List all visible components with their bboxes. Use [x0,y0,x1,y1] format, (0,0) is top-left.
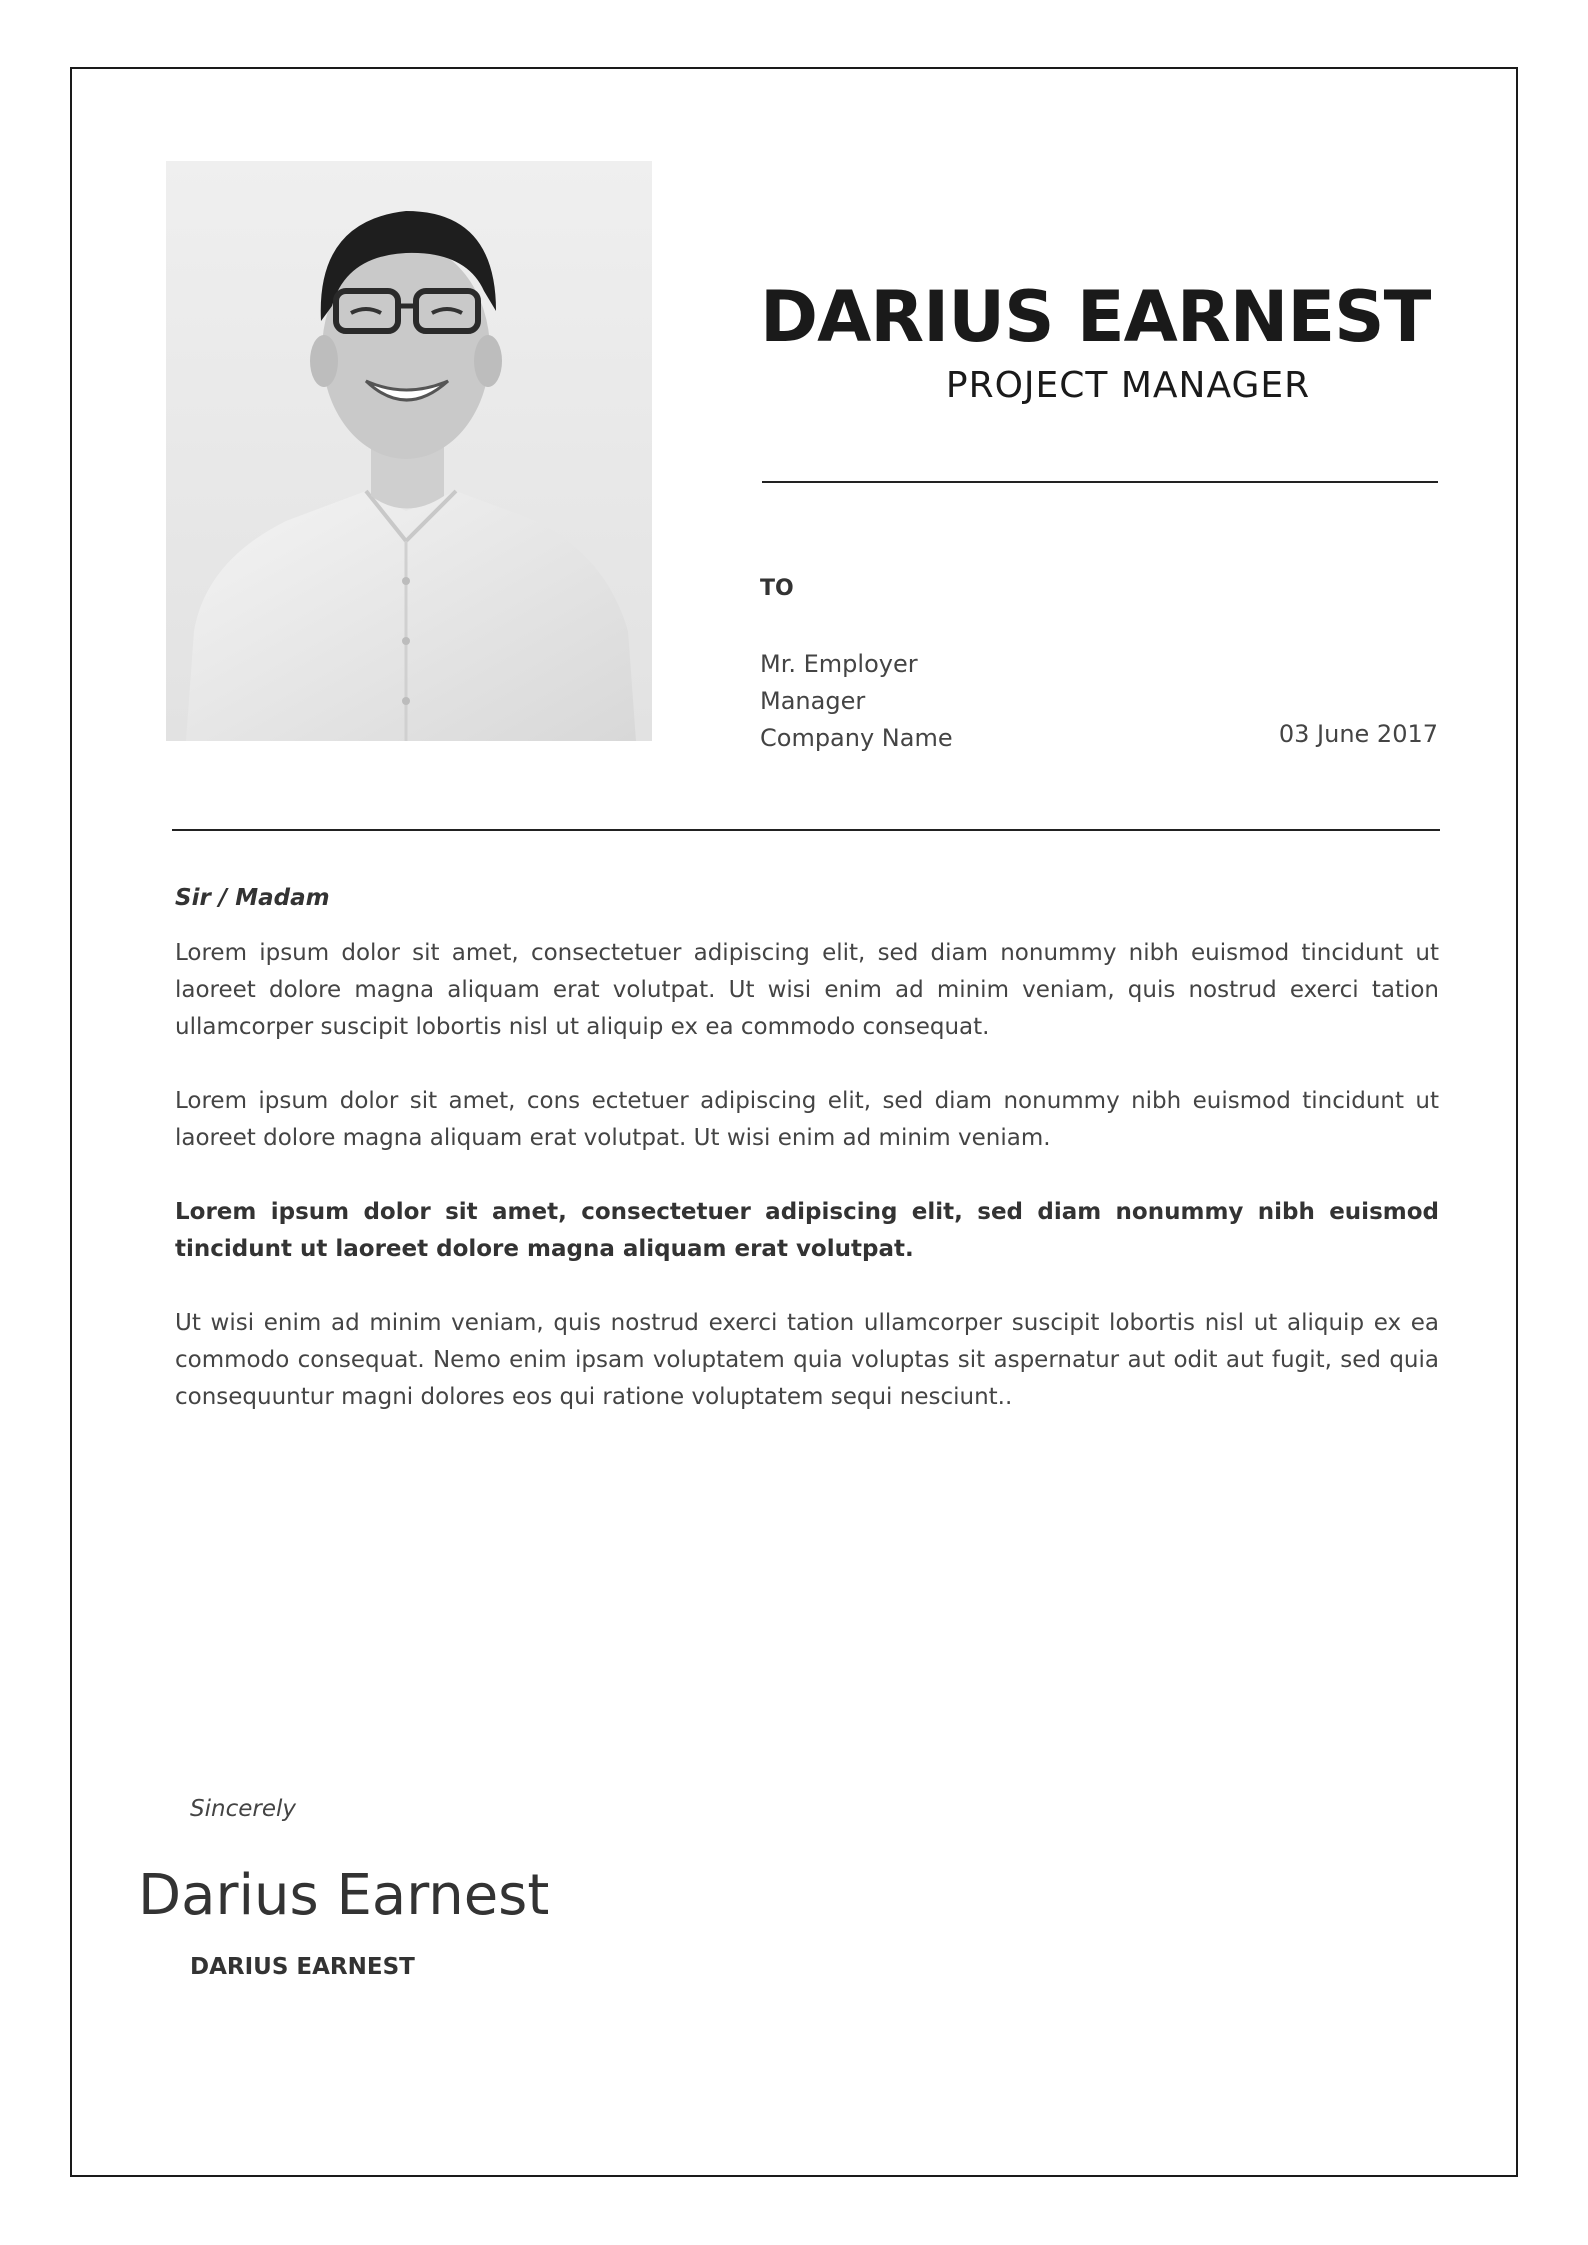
closing: Sincerely [190,1796,296,1822]
salutation: Sir / Madam [175,885,330,911]
recipient-name: Mr. Employer [760,650,918,678]
recipient-block [760,646,953,757]
paragraph-3-bold: Lorem ipsum dolor sit amet, consectetuer adipiscing elit, sed diam nonummy nibh euismod tincidunt ut laoreet dolore magna aliquam erat volutpat. [175,1199,1439,1262]
paragraph-2: Lorem ipsum dolor sit amet, cons ectetuer adipiscing elit, sed diam nonummy nibh euismod tincidunt ut laoreet dolore magna aliquam erat volutpat. Ut wisi enim ad minim veniam. [175,1088,1439,1151]
header-divider [762,481,1438,483]
profile-photo [166,161,652,741]
to-label: TO [760,576,794,601]
paragraph-1: Lorem ipsum dolor sit amet, consectetuer adipiscing elit, sed diam nonummy nibh euismod tincidunt ut laoreet dolore magna aliquam erat volutpat. Ut wisi enim ad minim veniam, quis nostrud exerci tation ullamcorper suscipit lobortis nisl ut aliquip ex ea commodo consequat. [175,940,1439,1040]
body-divider [172,829,1440,831]
recipient-position: Manager [760,687,866,715]
signature: Darius Earnest [138,1863,550,1928]
portrait-photo-icon [166,161,652,741]
recipient-company: Company Name [760,724,953,752]
letter-body [175,880,1439,1453]
letter-date: 03 June 2017 [1278,720,1438,748]
job-title: PROJECT MANAGER [945,365,1311,406]
applicant-name-heading: DARIUS EARNEST [760,276,1431,358]
paragraph-4: Ut wisi enim ad minim veniam, quis nostrud exerci tation ullamcorper suscipit lobortis nisl ut aliquip ex ea commodo consequat. Nemo enim ipsam voluptatem quia voluptas sit aspernatur aut odit aut fugit, sed quia consequuntur magni dolores eos qui ratione voluptatem sequi nesciunt.. [175,1310,1439,1410]
signer-name: DARIUS EARNEST [190,1954,415,1980]
